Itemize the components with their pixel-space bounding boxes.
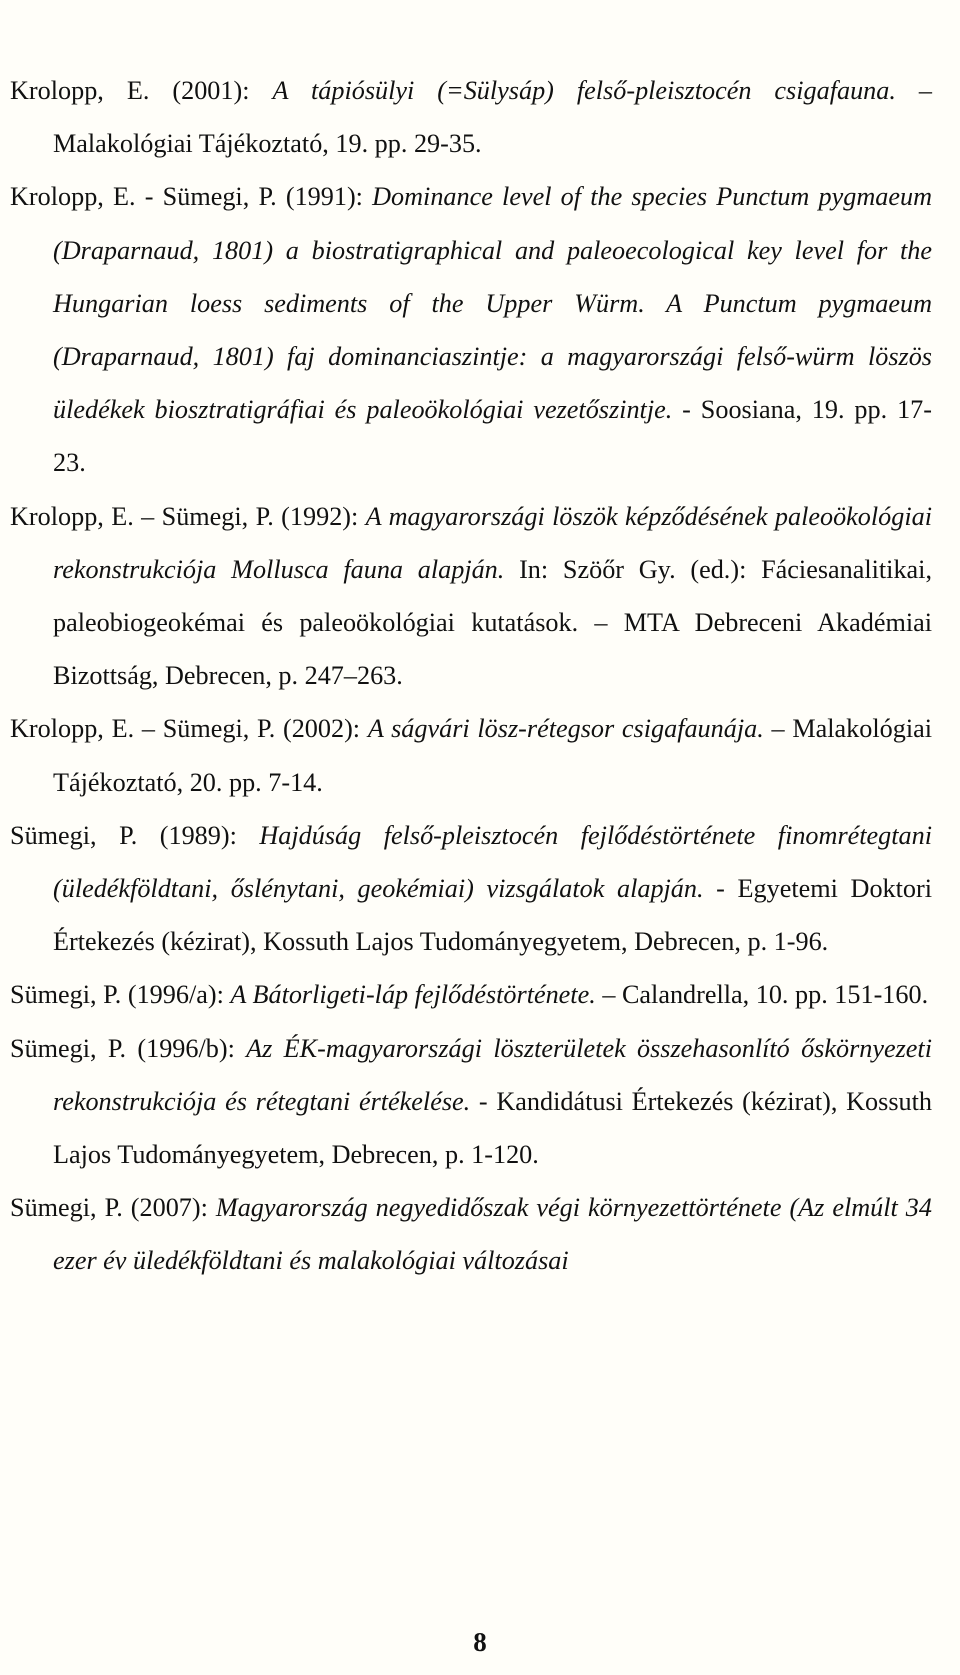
reference-entry [0,968,960,1021]
reference-title: A Bátorligeti-láp fejlődéstörténete. [230,980,596,1010]
reference-author: Krolopp, E. – Sümegi, P. (1992): [10,501,366,531]
reference-title: Hajdúság felső-pleisztocén fejlődéstörténete finomrétegtani (üledékföldtani, őslénytani, geokémiai) vizsgálatok alapján. [53,820,932,904]
reference-author: Sümegi, P. (1996/a): [10,980,231,1010]
reference-entry [0,490,960,703]
reference-source: - Soosiana, 19. pp. 17-23. [53,395,932,478]
reference-author: Krolopp, E. – Sümegi, P. (2002): [10,714,368,744]
reference-title: A tápiósülyi (=Sülysáp) felső-pleisztocén csigafauna. [272,76,896,105]
reference-author: Krolopp, E. (2001): [10,76,273,105]
reference-source: - Kandidátusi Értekezés (kézirat), Kossuth Lajos Tudományegyetem, Debrecen, p. 1-120. [53,1086,932,1170]
reference-title: A ságvári lösz-rétegsor csigafaunája. [367,714,764,744]
reference-entry [0,64,960,170]
reference-source: – Malakológiai Tájékoztató, 19. pp. 29-35. [53,76,933,159]
reference-source: - Egyetemi Doktori Értekezés (kézirat), Kossuth Lajos Tudományegyetem, Debrecen, p. 1-96. [53,874,932,957]
reference-author: Sümegi, P. (1989): [10,820,260,850]
reference-title: Dominance level of the species Punctum pygmaeum (Draparnaud, 1801) a biostratigraphical and paleoecological key level for the Hungarian loess sediments of the Upper Würm. A Punctum pygmaeum (Draparnaud, 1801) faj dominanciaszintje: a magyarországi felső-würm löszös üledékek biosztratigráfiai és paleoökológiai vezetőszintje. [53,182,932,425]
reference-title: Az ÉK-magyarországi löszterületek összehasonlító őskörnyezeti rekonstrukciója és rétegtani értékelése. [53,1033,932,1116]
reference-entry [0,809,960,969]
reference-entry [0,702,960,808]
reference-source: – Calandrella, 10. pp. 151-160. [595,980,929,1010]
page-number: 8 [473,1627,487,1657]
reference-entry [0,170,960,489]
reference-title: A magyarországi löszök képződésének paleoökológiai rekonstrukciója Mollusca fauna alapján. [53,501,932,584]
reference-entry [0,1181,960,1287]
reference-title: Magyarország negyedidőszak végi környezettörténete (Az elmúlt 34 ezer év üledékföldtani és malakológiai változásai [53,1193,932,1276]
reference-list [0,64,960,1288]
reference-entry [0,1022,960,1182]
reference-author: Sümegi, P. (2007): [10,1193,216,1223]
reference-author: Krolopp, E. - Sümegi, P. (1991): [10,182,373,212]
reference-author: Sümegi, P. (1996/b): [10,1033,247,1063]
reference-source: In: Szöőr Gy. (ed.): Fáciesanalitikai, paleobiogeokémai és paleoökológiai kutatások. – MTA Debreceni Akadémiai Bizottság, Debrecen, p. 247–263. [53,554,932,691]
reference-source: – Malakológiai Tájékoztató, 20. pp. 7-14. [53,714,932,797]
